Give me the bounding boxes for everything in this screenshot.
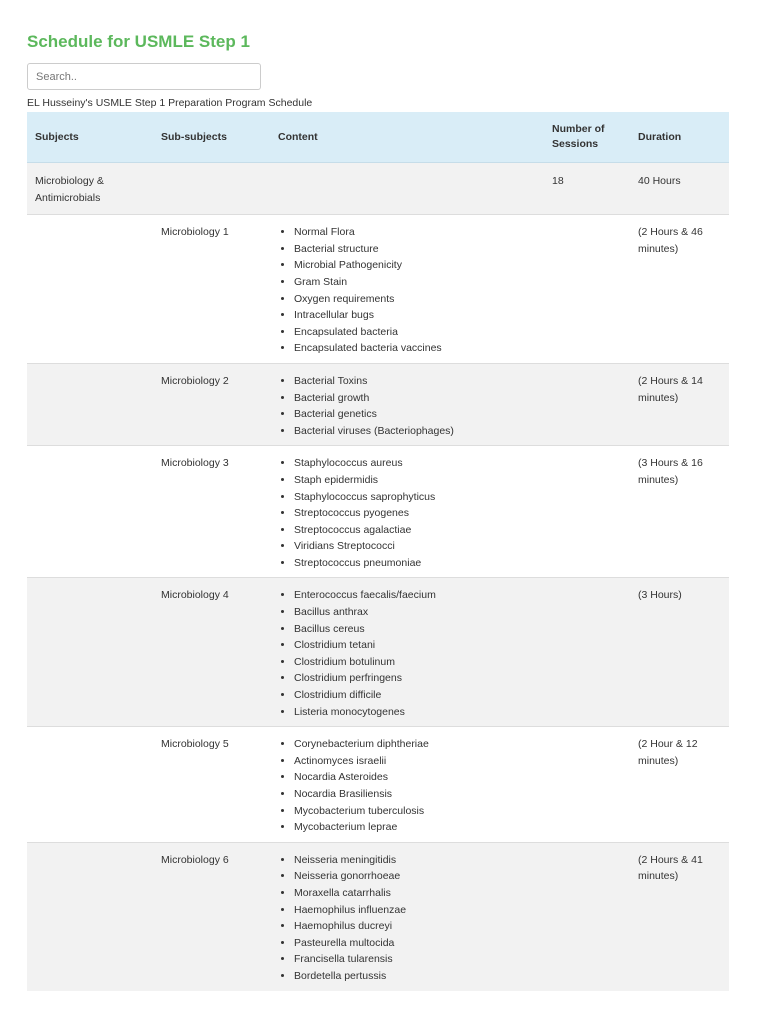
page-title: Schedule for USMLE Step 1: [27, 32, 250, 51]
subject-cell: [27, 578, 153, 727]
topic-item: • Microbial Pathogenicity: [294, 257, 536, 274]
schedule-table: [27, 112, 729, 991]
topic-item: • Encapsulated bacteria vaccines: [294, 340, 536, 357]
topic-item: • Streptococcus pyogenes: [294, 505, 536, 522]
topic-list: [278, 224, 536, 357]
content-cell: [270, 727, 544, 843]
topic-item: • Viridians Streptococci: [294, 538, 536, 555]
topic-item: • Moraxella catarrhalis: [294, 885, 536, 902]
table-row: [27, 363, 729, 445]
header-row: [27, 112, 729, 163]
topic-item: • Oxygen requirements: [294, 291, 536, 308]
table-header: [27, 112, 729, 163]
topic-item: • Mycobacterium tuberculosis: [294, 803, 536, 820]
subject-cell: [27, 446, 153, 578]
topic-item: • Clostridium difficile: [294, 687, 536, 704]
sessions-cell: [544, 215, 630, 364]
topic-item: • Gram Stain: [294, 274, 536, 291]
sessions-cell: [544, 363, 630, 445]
subject-cell: [27, 363, 153, 445]
topic-item: • Streptococcus pneumoniae: [294, 555, 536, 572]
subject-cell: [27, 727, 153, 843]
topic-item: • Staph epidermidis: [294, 472, 536, 489]
duration-cell: (2 Hour & 12 minutes): [630, 727, 729, 843]
subsubject-cell: Microbiology 2: [153, 363, 270, 445]
header-subsubjects[interactable]: Sub-subjects: [153, 112, 270, 163]
sessions-cell: [544, 446, 630, 578]
topic-item: • Neisseria gonorrhoeae: [294, 868, 536, 885]
sessions-cell: [544, 842, 630, 990]
topic-item: • Bacterial viruses (Bacteriophages): [294, 423, 536, 440]
topic-list: [278, 852, 536, 985]
duration-cell: (3 Hours): [630, 578, 729, 727]
duration-cell: (2 Hours & 41 minutes): [630, 842, 729, 990]
topic-list: [278, 455, 536, 571]
subsubject-cell: Microbiology 6: [153, 842, 270, 990]
topic-item: • Actinomyces israelii: [294, 753, 536, 770]
sessions-cell: [544, 578, 630, 727]
table-row: [27, 215, 729, 364]
subject-duration-cell: 40 Hours: [630, 163, 729, 215]
topic-item: • Listeria monocytogenes: [294, 704, 536, 721]
topic-item: • Clostridium perfringens: [294, 670, 536, 687]
subsubject-cell: Microbiology 3: [153, 446, 270, 578]
subject-cell: [27, 842, 153, 990]
topic-item: • Bordetella pertussis: [294, 968, 536, 985]
table-row: [27, 727, 729, 843]
topic-list: [278, 373, 536, 439]
table-row: [27, 578, 729, 727]
topic-item: • Nocardia Brasiliensis: [294, 786, 536, 803]
topic-item: • Clostridium tetani: [294, 637, 536, 654]
duration-cell: (3 Hours & 16 minutes): [630, 446, 729, 578]
sessions-cell: [544, 727, 630, 843]
topic-item: • Streptococcus agalactiae: [294, 522, 536, 539]
subject-content-cell: [270, 163, 544, 215]
topic-item: • Encapsulated bacteria: [294, 324, 536, 341]
topic-item: • Staphylococcus aureus: [294, 455, 536, 472]
topic-item: • Intracellular bugs: [294, 307, 536, 324]
topic-item: • Corynebacterium diphtheriae: [294, 736, 536, 753]
subject-name-cell: Microbiology & Antimicrobials: [27, 163, 153, 215]
topic-item: • Bacterial Toxins: [294, 373, 536, 390]
content-cell: [270, 446, 544, 578]
topic-item: • Haemophilus ducreyi: [294, 918, 536, 935]
subject-cell: [27, 215, 153, 364]
topic-item: • Enterococcus faecalis/faecium: [294, 587, 536, 604]
topic-item: • Neisseria meningitidis: [294, 852, 536, 869]
topic-item: • Clostridium botulinum: [294, 654, 536, 671]
table-caption: EL Husseiny's USMLE Step 1 Preparation Program Schedule: [27, 97, 313, 109]
table-body: [27, 163, 729, 991]
topic-item: • Pasteurella multocida: [294, 935, 536, 952]
topic-item: • Mycobacterium leprae: [294, 819, 536, 836]
topic-item: • Nocardia Asteroides: [294, 769, 536, 786]
topic-item: • Bacterial structure: [294, 241, 536, 258]
duration-cell: (2 Hours & 46 minutes): [630, 215, 729, 364]
topic-list: [278, 736, 536, 836]
topic-item: • Haemophilus influenzae: [294, 902, 536, 919]
subject-subsubject-cell: [153, 163, 270, 215]
header-content[interactable]: Content: [270, 112, 544, 163]
subsubject-cell: Microbiology 1: [153, 215, 270, 364]
header-subjects[interactable]: Subjects: [27, 112, 153, 163]
content-cell: [270, 578, 544, 727]
subject-sessions-cell: 18: [544, 163, 630, 215]
search-input[interactable]: [27, 63, 261, 90]
header-duration[interactable]: Duration: [630, 112, 729, 163]
subject-row: [27, 163, 729, 215]
subsubject-cell: Microbiology 4: [153, 578, 270, 727]
topic-item: • Francisella tularensis: [294, 951, 536, 968]
table-row: [27, 446, 729, 578]
subsubject-cell: Microbiology 5: [153, 727, 270, 843]
topic-item: • Bacterial growth: [294, 390, 536, 407]
content-cell: [270, 842, 544, 990]
topic-item: • Bacterial genetics: [294, 406, 536, 423]
topic-item: • Staphylococcus saprophyticus: [294, 489, 536, 506]
header-sessions[interactable]: Number of Sessions: [544, 112, 630, 163]
content-cell: [270, 215, 544, 364]
topic-item: • Bacillus anthrax: [294, 604, 536, 621]
topic-item: • Bacillus cereus: [294, 621, 536, 638]
topic-item: • Normal Flora: [294, 224, 536, 241]
content-cell: [270, 363, 544, 445]
table-row: [27, 842, 729, 990]
duration-cell: (2 Hours & 14 minutes): [630, 363, 729, 445]
topic-list: [278, 587, 536, 720]
